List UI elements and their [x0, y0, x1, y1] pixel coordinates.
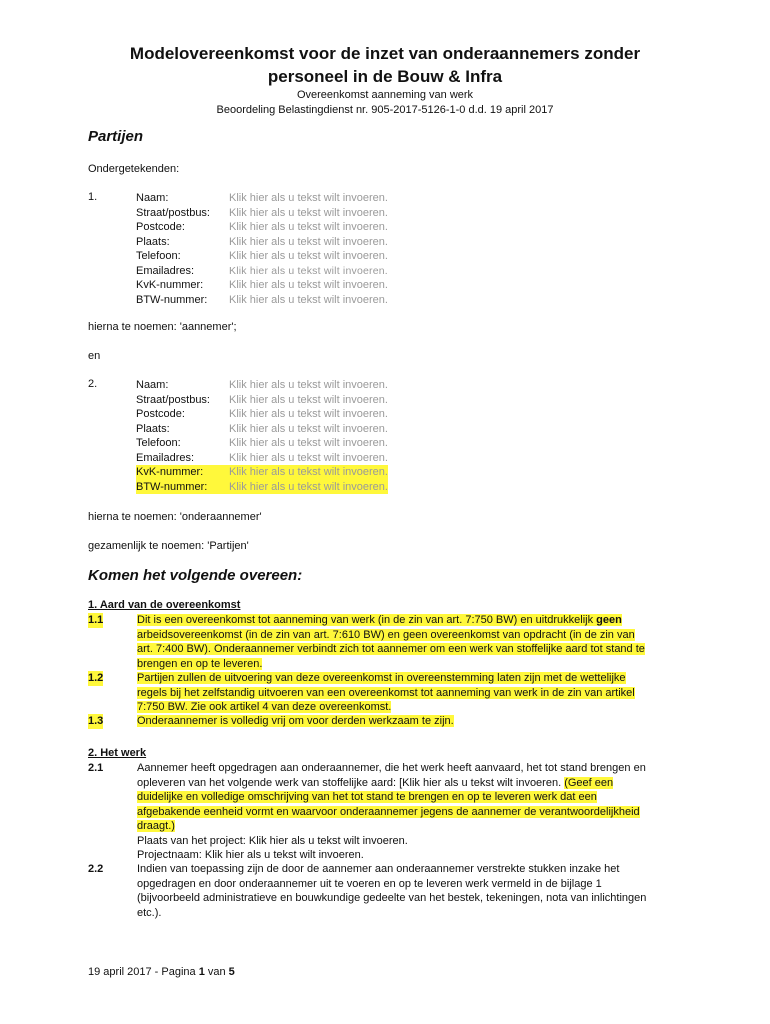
- name-input[interactable]: Klik hier als u tekst wilt invoeren.: [229, 192, 388, 204]
- party1-row-street: [136, 206, 388, 221]
- party2-row-postcode: [136, 407, 388, 422]
- clause-number: 1.2: [88, 672, 104, 684]
- collective-text: gezamenlijk te noemen: 'Partijen': [88, 540, 249, 552]
- field-label: Naam:: [136, 192, 169, 204]
- email-input[interactable]: Klik hier als u tekst wilt invoeren.: [229, 264, 388, 277]
- party2-row-name: [136, 378, 388, 393]
- field-label: Plaats:: [136, 235, 170, 248]
- field-label: Telefoon:: [136, 250, 181, 262]
- clause-number: 2.2: [88, 863, 104, 875]
- party2-fields: [136, 378, 388, 494]
- page-footer: 19 april 2017 - Pagina 1 van 5: [88, 966, 235, 978]
- party2-row-city: [136, 422, 388, 437]
- clause-1-2: [88, 671, 688, 715]
- agree-heading: Komen het volgende overeen:: [88, 567, 303, 584]
- clause-body: Onderaannemer is volledig vrij om voor derden werkzaam te zijn.: [137, 715, 454, 727]
- subtitle-assessment: Beoordeling Belastingdienst nr. 905-2017-5126-1-0 d.d. 19 april 2017: [216, 104, 554, 116]
- party2-row-phone: [136, 436, 388, 451]
- party1-fields: [136, 191, 388, 307]
- party2-row-btw: [136, 480, 388, 495]
- field-label: Straat/postbus:: [136, 393, 210, 406]
- field-label: Straat/postbus:: [136, 206, 210, 219]
- document-title: Modelovereenkomst voor de inzet van onderaannemers zonder personeel in de Bouw & Infra: [129, 44, 641, 86]
- section1-heading: 1. Aard van de overeenkomst: [88, 599, 241, 611]
- clause-2-1: [88, 761, 688, 863]
- clause-number: 2.1: [88, 762, 104, 774]
- phone-input[interactable]: Klik hier als u tekst wilt invoeren.: [229, 250, 388, 262]
- project-name-field[interactable]: Projectnaam: Klik hier als u tekst wilt invoeren.: [137, 849, 364, 861]
- field-label: BTW-nummer:: [136, 480, 229, 495]
- clause-2-2: [88, 862, 688, 920]
- field-label: KvK-nummer:: [136, 465, 229, 480]
- section2-heading: 2. Het werk: [88, 747, 147, 759]
- clause-body: Dit is een overeenkomst tot aanneming van werk (in de zin van art. 7:750 BW) en uitdrukkelijk geen arbeidsovereenkomst (in de zin van art. 7:610 BW) en geen overeenkomst van opdracht (in de zin van art. 7:400 BW). Onderaannemer verbindt zich tot aannemer om een werk van stoffelijke aard tot stand te brengen en op te leveren.: [137, 614, 645, 670]
- field-label: KvK-nummer:: [136, 279, 204, 291]
- party2-row-kvk: [136, 465, 388, 480]
- subtitle-contract-type: Overeenkomst aanneming van werk: [296, 89, 474, 101]
- field-label: Emailadres:: [136, 451, 195, 464]
- field-label: Postcode:: [136, 408, 185, 420]
- field-label: Telefoon:: [136, 437, 181, 449]
- btw-input[interactable]: Klik hier als u tekst wilt invoeren.: [229, 480, 388, 493]
- clause-body: Indien van toepassing zijn de door de aannemer aan onderaannemer verstrekte stukken inzake het opgedragen en door onderaannemer uit te voeren en op te leveren werk vermeld in de bijlage 1 (bijvoorbeeld administratieve en bouwkundige gedeelte van het bestek, tekeningen, nota van inlichtingen etc.).: [137, 863, 647, 919]
- postcode-input[interactable]: Klik hier als u tekst wilt invoeren.: [229, 408, 388, 420]
- party2-referred: hierna te noemen: 'onderaannemer': [88, 511, 262, 523]
- party1-row-btw: [136, 293, 388, 308]
- street-input[interactable]: Klik hier als u tekst wilt invoeren.: [229, 206, 388, 219]
- party1-row-phone: [136, 249, 388, 264]
- postcode-input[interactable]: Klik hier als u tekst wilt invoeren.: [229, 221, 388, 233]
- parties-heading: Partijen: [88, 128, 144, 145]
- city-input[interactable]: Klik hier als u tekst wilt invoeren.: [229, 235, 388, 248]
- clause-body: Aannemer heeft opgedragen aan onderaannemer, die het werk heeft aanvaard, het tot stand brengen en opleveren van het volgende werk van stoffelijke aard: [Klik hier als u tekst wilt invoeren. (Geef een duidelijke en volledige omschrijving van het tot stand te brengen en op te leveren werk dat een afgebakende eenheid vormt en waarvoor onderaannemer jegens de aannemer de verantwoordelijkheid draagt.) Plaats van het project: Klik hier als u tekst wilt invoeren. Projectnaam: Klik hier als u tekst wilt invoeren.: [137, 761, 677, 863]
- kvk-input[interactable]: Klik hier als u tekst wilt invoeren.: [229, 279, 388, 291]
- city-input[interactable]: Klik hier als u tekst wilt invoeren.: [229, 422, 388, 435]
- page-number: 1: [198, 966, 205, 978]
- field-label: Naam:: [136, 379, 169, 391]
- field-label: Plaats:: [136, 422, 170, 435]
- name-input[interactable]: Klik hier als u tekst wilt invoeren.: [229, 379, 388, 391]
- party1-row-kvk: [136, 278, 388, 293]
- clause-body: Partijen zullen de uitvoering van deze overeenkomst in overeenstemming laten zijn met de wettelijke regels bij het zelfstandig uitvoeren van een overeenkomst tot aanneming van werk in de zin van artikel 7:750 BW. Zie ook artikel 4 van deze overeenkomst.: [137, 672, 635, 713]
- party1-row-postcode: [136, 220, 388, 235]
- party1-number: 1.: [88, 191, 98, 203]
- kvk-input[interactable]: Klik hier als u tekst wilt invoeren.: [229, 466, 388, 478]
- project-location-field[interactable]: Plaats van het project: Klik hier als u tekst wilt invoeren.: [137, 834, 408, 847]
- clause-1-3: [88, 714, 688, 729]
- and-text: en: [88, 350, 101, 362]
- undersigned-label: Ondergetekenden:: [88, 163, 180, 175]
- phone-input[interactable]: Klik hier als u tekst wilt invoeren.: [229, 437, 388, 449]
- page-total: 5: [228, 966, 235, 978]
- field-label: Postcode:: [136, 221, 185, 233]
- field-label: Emailadres:: [136, 264, 195, 277]
- email-input[interactable]: Klik hier als u tekst wilt invoeren.: [229, 451, 388, 464]
- party1-row-name: [136, 191, 388, 206]
- party2-row-street: [136, 393, 388, 408]
- clause-number: 1.3: [88, 715, 104, 727]
- party1-row-city: [136, 235, 388, 250]
- party2-number: 2.: [88, 378, 98, 390]
- street-input[interactable]: Klik hier als u tekst wilt invoeren.: [229, 393, 388, 406]
- party2-row-email: [136, 451, 388, 466]
- clause-number: 1.1: [88, 614, 104, 626]
- btw-input[interactable]: Klik hier als u tekst wilt invoeren.: [229, 293, 388, 306]
- clause-1-1: [88, 613, 688, 671]
- field-label: BTW-nummer:: [136, 293, 208, 306]
- party1-referred: hierna te noemen: 'aannemer';: [88, 321, 237, 333]
- party1-row-email: [136, 264, 388, 279]
